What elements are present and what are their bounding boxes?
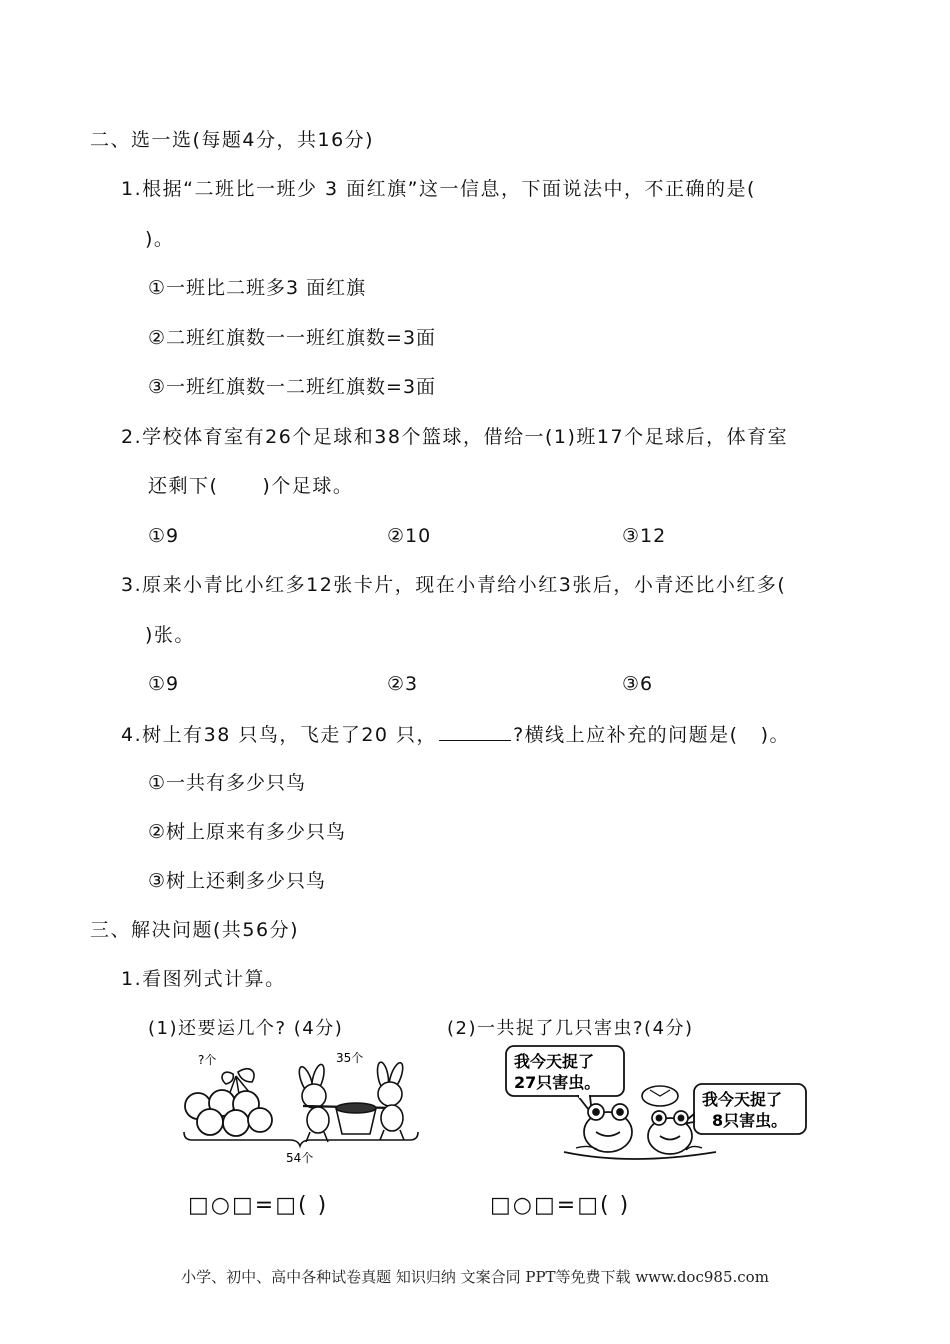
unknown-count-label: ?个 <box>198 1053 217 1067</box>
question-4-option-3: ③树上还剩多少只鸟 <box>148 870 327 892</box>
fruit-icon <box>248 1108 272 1132</box>
problem-1-title: 1.看图列式计算。 <box>121 968 286 990</box>
question-1-line-1: 1.根据“二班比一班少 3 面红旗”这一信息，下面说法中，不正确的是( <box>121 178 756 200</box>
question-3-option-3: ③6 <box>622 673 654 695</box>
part-2-formula[interactable]: □○□=□( ) <box>490 1193 631 1218</box>
total-count-label: 54个 <box>286 1151 314 1165</box>
question-3-option-2: ②3 <box>387 673 419 695</box>
frog-icon <box>648 1111 692 1154</box>
question-4-line-1 <box>121 722 790 747</box>
question-4-text-end: )。 <box>760 724 790 746</box>
question-2-line-2-start: 还剩下( <box>148 475 219 497</box>
question-2-line-1: 2.学校体育室有26个足球和38个篮球，借给一(1)班17个足球后，体育室 <box>121 426 789 448</box>
rabbit-icon <box>376 1061 406 1140</box>
question-1-option-2: ②二班红旗数一一班红旗数=3面 <box>148 327 437 349</box>
rabbit-icon <box>297 1063 329 1142</box>
question-2-option-3: ③12 <box>622 525 667 547</box>
question-1-option-3: ③一班红旗数一二班红旗数=3面 <box>148 376 437 398</box>
question-4-option-2: ②树上原来有多少只鸟 <box>148 821 347 843</box>
bubble-1-line-1: 我今天捉了 <box>514 1052 595 1071</box>
bubble-2-line-2: 8只害虫。 <box>712 1111 788 1130</box>
question-2-option-1: ①9 <box>148 525 180 547</box>
speech-bubble <box>682 1084 806 1134</box>
frog-icon <box>584 1104 632 1152</box>
question-3-line-1: 3.原来小青比小红多12张卡片，现在小青给小红3张后，小青还比小红多( <box>121 574 787 596</box>
section-3-title: 三、解决问题(共56分) <box>90 919 300 941</box>
question-4-text-middle: ?横线上应补充的问题是( <box>513 724 739 746</box>
basket-icon <box>336 1103 376 1134</box>
leaf-icon <box>222 1072 233 1084</box>
question-4-option-1: ①一共有多少只鸟 <box>148 772 307 794</box>
speech-bubble <box>506 1046 624 1114</box>
part-1-formula[interactable]: □○□=□( ) <box>188 1193 329 1218</box>
section-2-title: 二、选一选(每题4分，共16分) <box>90 129 375 151</box>
answer-underline[interactable] <box>439 722 511 741</box>
leaf-icon <box>238 1069 254 1082</box>
bubble-1-line-2: 27只害虫。 <box>514 1073 601 1092</box>
question-2-option-2: ②10 <box>387 525 432 547</box>
fruit-icon <box>197 1109 223 1135</box>
question-1-option-1: ①一班比二班多3 面红旗 <box>148 277 367 299</box>
question-2-line-2 <box>148 474 353 498</box>
carried-count-label: 35个 <box>336 1051 364 1065</box>
question-4-text-start: 4.树上有38 只鸟，飞走了20 只， <box>121 724 438 746</box>
question-3-option-1: ①9 <box>148 673 180 695</box>
problem-1-part-1-caption: (1)还要运几个? (4分) <box>148 1018 344 1039</box>
fruit-icon <box>223 1110 249 1136</box>
frogs-illustration <box>480 1044 810 1166</box>
question-2-line-2-end: )个足球。 <box>262 475 354 497</box>
footer-text: 小学、初中、高中各种试卷真题 知识归纳 文案合同 PPT等免费下载 www.doc985.com <box>181 1268 769 1286</box>
problem-1-part-2-caption: (2)一共捉了几只害虫?(4分) <box>447 1018 694 1039</box>
fruit-rabbits-illustration <box>178 1046 423 1166</box>
bubble-2-line-1: 我今天捉了 <box>702 1090 783 1109</box>
question-3-line-2: )张。 <box>145 624 195 646</box>
question-1-line-2: )。 <box>145 228 175 250</box>
